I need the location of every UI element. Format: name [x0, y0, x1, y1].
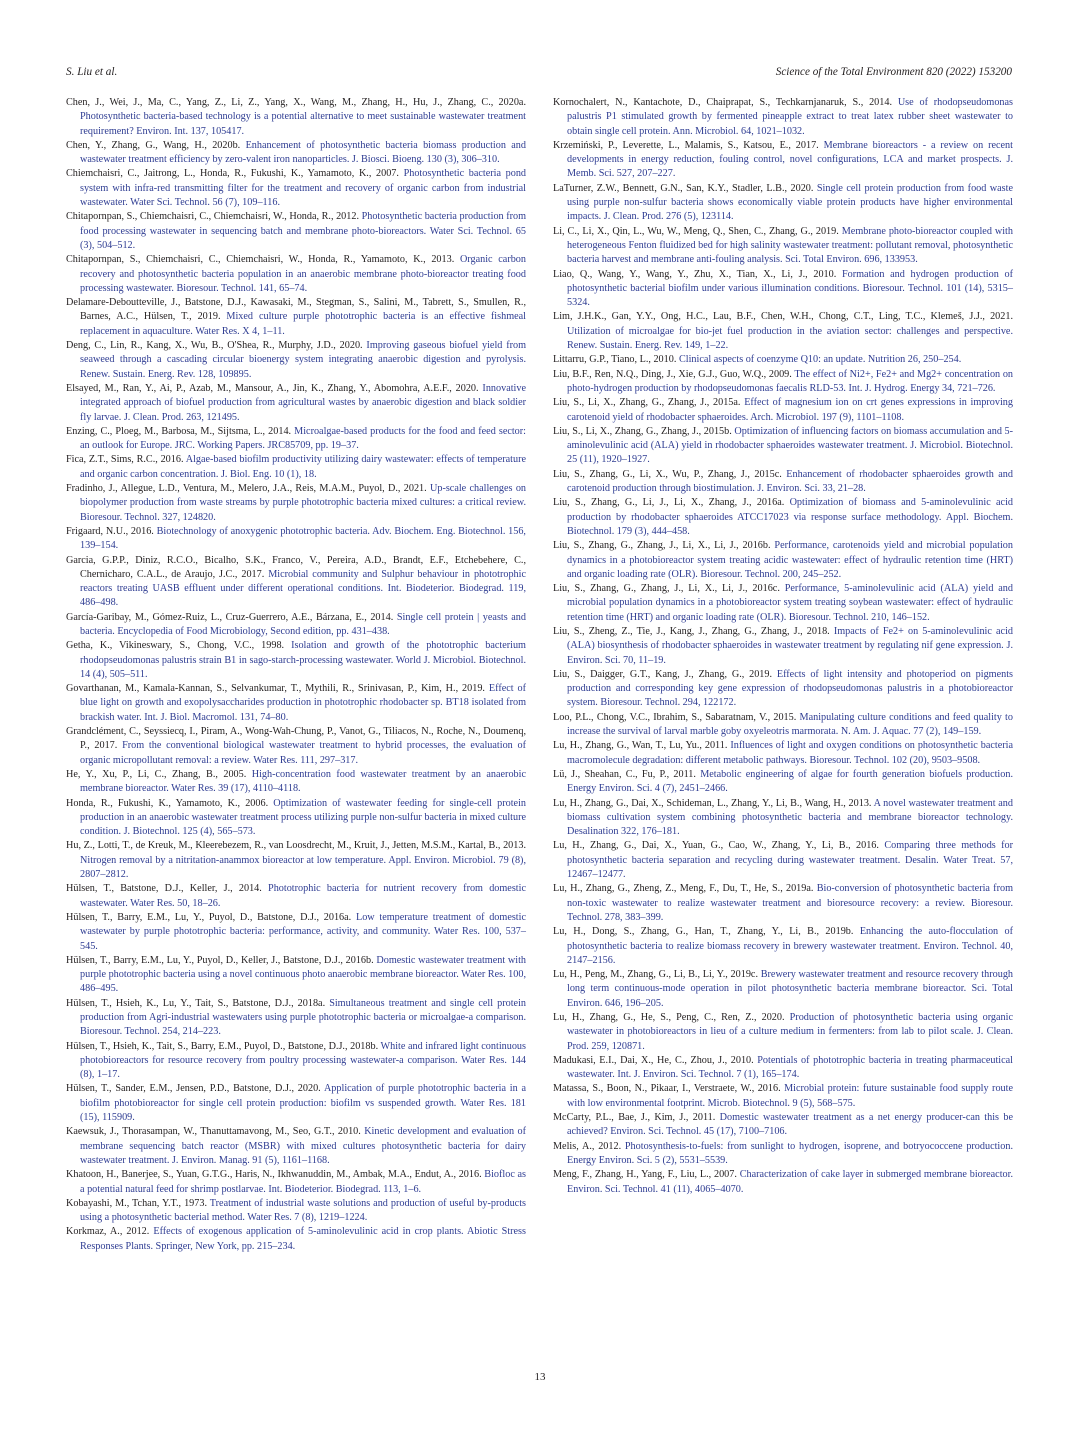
reference-authors: Hülsen, T., Barry, E.M., Lu, Y., Puyol, D., Batstone, D.J., 2016a.: [66, 911, 356, 923]
reference-entry: [66, 954, 526, 997]
reference-link[interactable]: Treatment of industrial waste solutions and production of useful by-products using a photosynthetic bacterial method. Water Res. 7 (8), 1219–1224.: [80, 1197, 526, 1224]
reference-link[interactable]: Kinetic development and evaluation of membrane sequencing batch reactor (MSBR) with mixed cultures photosynthetic bacteria for dairy wastewater treatment. J. Environ. Manag. 91 (5), 1161–1168.: [80, 1126, 527, 1166]
reference-entry: [66, 339, 526, 382]
reference-authors: Liu, B.F., Ren, N.Q., Ding, J., Xie, G.J., Guo, W.Q., 2009.: [553, 368, 795, 380]
reference-entry: [553, 310, 1013, 353]
reference-entry: [66, 525, 526, 554]
reference-link[interactable]: Domestic wastewater treatment as a net energy producer-can this be achieved? Environ. Sci. Technol. 45 (17), 7100–7106.: [567, 1112, 1013, 1138]
reference-authors: Liu, S., Zheng, Z., Tie, J., Kang, J., Zhang, G., Zhang, J., 2018.: [553, 625, 834, 637]
reference-link[interactable]: Metabolic engineering of algae for fourth generation biofuels production. Energy Environ. Sci. 4 (7), 2451–2466.: [567, 768, 1013, 795]
reference-entry: [66, 482, 526, 525]
reference-authors: Liu, S., Zhang, G., Li, X., Wu, P., Zhang, J., 2015c.: [553, 468, 787, 480]
reference-authors: Kobayashi, M., Tchan, Y.T., 1973.: [66, 1197, 210, 1209]
reference-entry: [553, 711, 1013, 740]
reference-link[interactable]: Low temperature treatment of domestic wastewater by purple phototrophic bacteria: performance, activity, and community. Water Res. 100, 537–545.: [80, 911, 526, 952]
reference-link[interactable]: Production of photosynthetic bacteria using organic wastewater in photobioreactors in lieu of a culture medium in fermenters: from lab to pilot scale. J. Clean. Prod. 259, 120871.: [567, 1012, 1013, 1052]
reference-authors: Lu, H., Zhang, G., Dai, X., Yuan, G., Cao, W., Zhang, Y., Li, B., 2016.: [553, 840, 885, 852]
reference-link[interactable]: Enhancement of rhodobacter sphaeroides growth and carotenoid production through biostimulation. J. Environ. Sci. 33, 21–28.: [567, 468, 1013, 495]
reference-entry: [553, 225, 1013, 268]
running-header: [66, 66, 1012, 82]
reference-entry: [66, 1082, 526, 1125]
reference-authors: Chiemchaisri, C., Jaitrong, L., Honda, R., Fukushi, K., Yamamoto, K., 2007.: [66, 168, 404, 180]
reference-link[interactable]: Microbial protein: future sustainable food supply route with low environmental footprint. Microb. Biotechnol. 9 (5), 568–575.: [567, 1083, 1013, 1109]
reference-entry: [553, 1168, 1013, 1197]
reference-link[interactable]: Bio-conversion of photosynthetic bacteria from non-toxic wastewater to realize wastewater treatment and bioresource recovery: a review. Bioresour. Technol. 278, 383–399.: [567, 883, 1013, 923]
reference-link[interactable]: Algae-based biofilm productivity utilizing dairy wastewater: effects of temperature and organic carbon concentration. J. Biol. Eng. 10 (1), 18.: [80, 454, 527, 480]
reference-link[interactable]: Domestic wastewater treatment with purple phototrophic bacteria using a novel continuous photo anaerobic membrane bioreactor. Water Res. 100, 486–495.: [80, 954, 526, 995]
reference-authors: Lu, H., Zhang, G., Zheng, Z., Meng, F., Du, T., He, S., 2019a.: [553, 883, 817, 895]
reference-entry: [66, 611, 526, 640]
reference-authors: Hülsen, T., Barry, E.M., Lu, Y., Puyol, D., Keller, J., Batstone, D.J., 2016b.: [66, 954, 377, 966]
reference-link[interactable]: Mixed culture purple phototrophic bacteria is an effective fishmeal replacement in aquaculture. Water Res. X 4, 1–11.: [80, 311, 526, 337]
reference-authors: Liao, Q., Wang, Y., Wang, Y., Zhu, X., Tian, X., Li, J., 2010.: [553, 268, 842, 280]
reference-entry: [66, 1125, 526, 1168]
reference-link[interactable]: Microalgae-based products for the food and feed sector: an outlook for Europe. JRC. Working Papers. JRC85709, pp. 19–37.: [80, 425, 527, 452]
reference-entry: [553, 1111, 1013, 1140]
reference-entry: [553, 882, 1013, 925]
reference-link[interactable]: Optimization of influencing factors on biomass accumulation and 5-aminolevulinic acid (ALA) yield in rhodobacter sphaeroides wastewater treatment. J. Microbiol. Biotechnol. 25 (11), 1920–1927.: [567, 425, 1013, 466]
reference-authors: Honda, R., Fukushi, K., Yamamoto, K., 2006.: [66, 797, 274, 809]
reference-link[interactable]: Optimization of wastewater feeding for single-cell protein production in an anaerobic wastewater treatment process utilizing purple non-sulfur bacteria in mixed culture condition. J. Biotechnol. 125 (4), 565–573.: [80, 797, 526, 838]
reference-link[interactable]: Optimization of biomass and 5-aminolevulinic acid production by rhodobacter sphaeroides ATCC17023 via response surface methodology. Appl. Biochem. Biotechnol. 179 (3), 444–458.: [567, 497, 1013, 537]
reference-link[interactable]: Simultaneous treatment and single cell protein production from Agri-industrial wastewaters using purple phototrophic bacteria or microalgae-a comparison. Bioresour. Technol. 254, 214–223.: [80, 997, 526, 1038]
reference-entry: [553, 797, 1013, 840]
reference-link[interactable]: Biofloc as a potential natural feed for shrimp postlarvae. Int. Biodeterior. Biodegrad. 113, 1–6.: [80, 1169, 526, 1195]
reference-link[interactable]: Characterization of cake layer in submerged membrane bioreactor. Environ. Sci. Technol. 41 (11), 4065–4070.: [567, 1169, 1014, 1195]
reference-entry: [66, 210, 526, 253]
reference-authors: Hu, Z., Lotti, T., de Kreuk, M., Kleerebezem, R., van Loosdrecht, M., Kruit, J., Jetten, M.S.M., Kartal, B., 2013.: [66, 840, 526, 852]
reference-authors: McCarty, P.L., Bae, J., Kim, J., 2011.: [553, 1112, 720, 1124]
reference-entry: [66, 997, 526, 1040]
reference-link[interactable]: Isolation and growth of the phototrophic bacterium rhodopseudomonas palustris strain B1 in sago-starch-processing wastewater. World J. Microbiol. Biotechnol. 14 (4), 505–511.: [80, 640, 526, 680]
reference-authors: Chen, Y., Zhang, G., Wang, H., 2020b.: [66, 139, 246, 151]
reference-link[interactable]: Photosynthetic bacteria-based technology is a potential alternative to meet sustainable wastewater treatment requirement? Environ. Int. 137, 105417.: [80, 111, 526, 137]
reference-entry: [553, 396, 1013, 425]
reference-link[interactable]: Nitrogen removal by a nitritation-anammox bioreactor at low temperature. Appl. Environ. Microbiol. 79 (8), 2807–2812.: [80, 854, 526, 881]
header-journal: Science of the Total Environment 820 (2022) 153200: [775, 66, 1012, 78]
reference-entry: [66, 96, 526, 139]
reference-entry: [553, 1140, 1013, 1169]
reference-link[interactable]: Biotechnology of anoxygenic phototrophic bacteria. Adv. Biochem. Eng. Biotechnol. 156, 139–154.: [80, 525, 526, 552]
reference-authors: Grandclément, C., Seyssiecq, I., Piram, A., Wong-Wah-Chung, P., Vanot, G., Tiliacos, N., Roche, N., Doumenq, P., 2017.: [66, 726, 526, 752]
reference-authors: Meng, F., Zhang, H., Yang, F., Liu, L., 2007.: [553, 1169, 740, 1181]
reference-link[interactable]: Effects of exogenous application of 5-aminolevulinic acid in crop plants. Abiotic Stress Responses Plants. Springer, New York, pp. 215–234.: [80, 1226, 526, 1252]
reference-entry: [553, 968, 1013, 1011]
reference-authors: Deng, C., Lin, R., Kang, X., Wu, B., O'Shea, R., Murphy, J.D., 2020.: [66, 340, 367, 352]
reference-entry: [66, 1168, 526, 1197]
reference-entry: [66, 639, 526, 682]
reference-authors: Chen, J., Wei, J., Ma, C., Yang, Z., Li, Z., Yang, X., Wang, M., Zhang, H., Hu, J., Zhang, C., 2020a.: [66, 97, 526, 108]
reference-entry: [553, 96, 1013, 139]
reference-link[interactable]: A novel wastewater treatment and biomass cultivation system combining photosynthetic bacteria and membrane bioreactor technology. Desalination 322, 176–181.: [567, 797, 1013, 838]
reference-link[interactable]: Enhancement of photosynthetic bacteria biomass production and wastewater treatment efficiency by zero-valent iron nanoparticles. J. Biosci. Bioeng. 130 (3), 306–310.: [80, 139, 526, 166]
reference-authors: Melis, A., 2012.: [553, 1140, 625, 1152]
reference-authors: Li, C., Li, X., Qin, L., Wu, W., Meng, Q., Shen, C., Zhang, G., 2019.: [553, 225, 842, 237]
reference-authors: Enzing, C., Ploeg, M., Barbosa, M., Sijtsma, L., 2014.: [66, 425, 295, 437]
reference-authors: Hülsen, T., Hsieh, K., Tait, S., Barry, E.M., Puyol, D., Batstone, D.J., 2018b.: [66, 1040, 381, 1052]
reference-entry: [66, 911, 526, 954]
reference-authors: Littarru, G.P., Tiano, L., 2010.: [553, 354, 679, 366]
reference-entry: [553, 182, 1013, 225]
reference-entry: [66, 167, 526, 210]
reference-authors: Lu, H., Zhang, G., He, S., Peng, C., Ren, Z., 2020.: [553, 1012, 790, 1023]
reference-link[interactable]: Application of purple phototrophic bacteria in a biofilm photobioreactor for single cell protein production: biofilm vs suspended growth. Water Res. 181 (15), 115909.: [80, 1083, 526, 1124]
reference-entry: [66, 453, 526, 482]
reference-authors: Chitapornpan, S., Chiemchaisri, C., Chiemchaisri, W., Honda, R., Yamamoto, K., 2013.: [66, 254, 460, 266]
reference-authors: Madukasi, E.I., Dai, X., He, C., Zhou, J., 2010.: [553, 1054, 758, 1066]
reference-link[interactable]: Photosynthetic bacteria production from food processing wastewater in sequencing batch and membrane photo-bioreactors. Water Sci. Technol. 65 (3), 504–512.: [80, 211, 527, 251]
reference-entry: [66, 425, 526, 454]
reference-authors: Fica, Z.T., Sims, R.C., 2016.: [66, 454, 186, 466]
reference-authors: Liu, S., Zhang, G., Li, J., Li, X., Zhang, J., 2016a.: [553, 497, 790, 509]
reference-entry: [553, 739, 1013, 768]
reference-entry: [553, 539, 1013, 582]
reference-authors: Liu, S., Li, X., Zhang, G., Zhang, J., 2015a.: [553, 397, 745, 409]
reference-link[interactable]: Potentials of phototrophic bacteria in treating pharmaceutical wastewater. Int. J. Environ. Sci. Technol. 7 (1), 165–174.: [567, 1054, 1013, 1081]
reference-authors: Matassa, S., Boon, N., Pikaar, I., Verstraete, W., 2016.: [553, 1083, 785, 1095]
reference-link[interactable]: White and infrared light continuous photobioreactors for resource recovery from poultry processing wastewater-a comparison. Water Res. 144 (8), 1–17.: [80, 1040, 526, 1081]
reference-entry: [66, 1040, 526, 1083]
reference-authors: Hülsen, T., Hsieh, K., Lu, Y., Tait, S., Batstone, D.J., 2018a.: [66, 997, 330, 1009]
reference-column-right: [553, 96, 1013, 1197]
reference-authors: Lu, H., Peng, M., Zhang, G., Li, B., Li, Y., 2019c.: [553, 969, 761, 981]
reference-link[interactable]: Organic carbon recovery and photosynthetic bacteria population in an anaerobic membrane photo-bioreactor treating food processing wastewater. Bioresour. Technol. 141, 65–74.: [80, 254, 526, 294]
reference-link[interactable]: Utilization of microalgae for bio-jet fuel production in the aviation sector: challenges and perspective. Renew. Sustain. Energ. Rev. 149, 1–22.: [567, 325, 1013, 352]
reference-authors: Hülsen, T., Sander, E.M., Jensen, P.D., Batstone, D.J., 2020.: [66, 1083, 324, 1095]
reference-authors: Korkmaz, A., 2012.: [66, 1226, 154, 1238]
reference-authors: Lim, J.H.K., Gan, Y.Y., Ong, H.C., Lau, B.F., Chen, W.H., Chong, C.T., Ling, T.C., Klemeš, J.J., 2021.: [553, 311, 1013, 323]
reference-link[interactable]: Enhancing the auto-flocculation of photosynthetic bacteria to realize biomass recovery in brewery wastewater treatment. Environ. Technol. 40, 2147–2156.: [567, 926, 1014, 966]
reference-entry: [553, 1082, 1013, 1111]
reference-entry: [66, 839, 526, 882]
reference-link[interactable]: Membrane photo-bioreactor coupled with heterogeneous Fenton fluidized bed for high salinity wastewater treatment: pollutant removal, photosynthetic bacteria harvest and membrane anti-fouling analysis. Sci. Total Environ. 696, 133953.: [567, 225, 1013, 266]
reference-link[interactable]: Membrane bioreactors - a review on recent developments in energy reduction, fouling control, novel configurations, LCA and market prospects. J. Memb. Sci. 527, 207–227.: [567, 139, 1013, 180]
reference-authors: Liu, S., Li, X., Zhang, G., Zhang, J., 2015b.: [553, 425, 735, 437]
reference-link[interactable]: Brewery wastewater treatment and resource recovery through long term continuous-mode operation in pilot photosynthetic bacteria membrane bioreactor. Sci. Total Environ. 646, 196–205.: [567, 969, 1014, 1009]
reference-entry: [66, 797, 526, 840]
reference-link[interactable]: Single cell protein | yeasts and bacteria. Encyclopedia of Food Microbiology, Second edition, pp. 431–438.: [80, 611, 526, 637]
reference-entry: [553, 268, 1013, 311]
reference-authors: Fradinho, J., Allegue, L.D., Ventura, M., Melero, J.A., Reis, M.A.M., Puyol, D., 2021.: [66, 483, 430, 495]
reference-link[interactable]: Comparing three methods for photosynthetic bacteria separation and recycling during wastewater treatment. Desalin. Water Treat. 57, 12467–12477.: [567, 840, 1013, 881]
reference-link[interactable]: Photosynthesis-to-fuels: from sunlight to hydrogen, isoprene, and botryococcene production. Energy Environ. Sci. 5 (2), 5531–5539.: [567, 1140, 1014, 1166]
reference-authors: Liu, S., Zhang, G., Zhang, J., Li, X., Li, J., 2016b.: [553, 540, 775, 552]
reference-entry: [66, 1225, 526, 1254]
reference-link[interactable]: Microbial community and Sulphur behaviour in phototrophic reactors treating UASB effluent under different operational conditions. Int. Biodeterior. Biodegrad. 119, 486–498.: [80, 568, 526, 609]
reference-entry: [553, 625, 1013, 668]
reference-link[interactable]: From the conventional biological wastewater treatment to hybrid processes, the evaluation of organic micropollutant removal: a review. Water Res. 111, 297–317.: [80, 740, 526, 766]
reference-link[interactable]: Improving gaseous biofuel yield from seaweed through a cascading circular bioenergy system integrating anaerobic digestion and pyrolysis. Renew. Sustain. Energ. Rev. 128, 109895.: [80, 340, 527, 380]
reference-link[interactable]: The effect of Ni2+, Fe2+ and Mg2+ concentration on photo-hydrogen production by rhodopseudomonas faecalis RLD-53. Int. J. Hydrog. Energy 34, 721–726.: [567, 368, 1014, 394]
reference-entry: [553, 668, 1013, 711]
reference-authors: Chitapornpan, S., Chiemchaisri, C., Chiemchaisri, W., Honda, R., 2012.: [66, 211, 362, 223]
reference-entry: [553, 925, 1013, 968]
reference-entry: [553, 368, 1013, 397]
reference-authors: He, Y., Xu, P., Li, C., Zhang, B., 2005.: [66, 768, 252, 780]
reference-entry: [66, 554, 526, 611]
reference-authors: Kornochalert, N., Kantachote, D., Chaiprapat, S., Techkarnjanaruk, S., 2014.: [553, 97, 898, 108]
reference-entry: [553, 139, 1013, 182]
reference-link[interactable]: High-concentration food wastewater treatment by an anaerobic membrane bioreactor. Water Res. 39 (17), 4110–4118.: [80, 768, 526, 795]
reference-link[interactable]: Phototrophic bacteria for nutrient recovery from domestic wastewater. Water Res. 50, 18–26.: [80, 883, 526, 909]
reference-authors: García-Garibay, M., Gómez-Ruiz, L., Cruz-Guerrero, A.E., Bárzana, E., 2014.: [66, 611, 397, 623]
reference-entry: [553, 582, 1013, 625]
reference-entry: [553, 839, 1013, 882]
reference-authors: Govarthanan, M., Kamala-Kannan, S., Selvankumar, T., Mythili, R., Srinivasan, P., Kim, H., 2019.: [66, 683, 489, 695]
reference-entry: [66, 882, 526, 911]
reference-link[interactable]: Effects of light intensity and photoperiod on pigments production and corresponding key gene expression of rhodopseudomonas palustris in a photobioreactor system. Bioresour. Technol. 294, 122172.: [567, 668, 1013, 709]
reference-link[interactable]: Influences of light and oxygen conditions on photosynthetic bacteria macromolecule degradation: different metabolic pathways. Bioresour. Technol. 102 (20), 9503–9508.: [567, 740, 1013, 766]
reference-entry: [66, 139, 526, 168]
reference-authors: Lü, J., Sheahan, C., Fu, P., 2011.: [553, 768, 701, 780]
reference-link[interactable]: Performance, 5-aminolevulinic acid (ALA) yield and microbial population dynamics in a photobioreactor system treating soybean wastewater: effect of hydraulic retention time (HRT) and organic loading rate (OLR). Bioresour. Technol. 210, 146–152.: [567, 583, 1013, 623]
reference-authors: Delamare-Deboutteville, J., Batstone, D.J., Kawasaki, M., Stegman, S., Salini, M., Tabrett, S., Smullen, R., Barnes, A.C., Hülsen, T., 2019.: [66, 297, 526, 323]
reference-authors: Liu, S., Daigger, G.T., Kang, J., Zhang, G., 2019.: [553, 668, 777, 680]
reference-link[interactable]: Single cell protein production from food waste using purple non-sulfur bacteria shows economically viable protein products have higher environmental impacts. J. Clean. Prod. 276 (5), 123114.: [567, 182, 1014, 223]
reference-authors: Kaewsuk, J., Thorasampan, W., Thanuttamavong, M., Seo, G.T., 2010.: [66, 1126, 365, 1138]
reference-authors: Lu, H., Zhang, G., Wan, T., Lu, Yu., 2011.: [553, 740, 731, 752]
reference-entry: [553, 768, 1013, 797]
reference-authors: Krzemiński, P., Leverette, L., Malamis, S., Katsou, E., 2017.: [553, 139, 824, 151]
reference-link[interactable]: Manipulating culture conditions and feed quality to increase the survival of larval marble goby oxyeleotris marmorata. N. Am. J. Aquac. 77 (2), 149–159.: [567, 711, 1013, 738]
reference-authors: Getha, K., Vikineswary, S., Chong, V.C., 1998.: [66, 640, 292, 652]
reference-authors: Elsayed, M., Ran, Y., Ai, P., Azab, M., Mansour, A., Jin, K., Zhang, Y., Abomohra, A.E.F., 2020.: [66, 382, 483, 394]
reference-column-left: [66, 96, 526, 1254]
reference-entry: [553, 425, 1013, 468]
reference-authors: Frigaard, N.U., 2016.: [66, 525, 157, 537]
reference-link[interactable]: Up-scale challenges on biopolymer production from waste streams by purple phototrophic bacteria mixed cultures: a critical review. Bioresour. Technol. 327, 124820.: [80, 483, 527, 523]
reference-entry: [66, 725, 526, 768]
reference-link[interactable]: Effect of blue light on growth and exopolysaccharides production in phototrophic rhodobacter sp. BT18 isolated from brackish water. Int. J. Biol. Macromol. 131, 74–80.: [80, 683, 526, 723]
reference-entry: [553, 1011, 1013, 1054]
reference-authors: Hülsen, T., Batstone, D.J., Keller, J., 2014.: [66, 883, 269, 895]
reference-link[interactable]: Clinical aspects of coenzyme Q10: an update. Nutrition 26, 250–254.: [678, 354, 962, 366]
reference-authors: Liu, S., Zhang, G., Zhang, J., Li, X., Li, J., 2016c.: [553, 583, 785, 595]
reference-entry: [66, 1197, 526, 1226]
reference-link[interactable]: Photosynthetic bacteria pond system with infra-red transmitting filter for the treatment and recovery of organic carbon from industrial wastewater. Water Sci. Technol. 56 (7), 109–116.: [80, 168, 527, 209]
reference-entry: [66, 253, 526, 296]
reference-authors: Khatoon, H., Banerjee, S., Yuan, G.T.G., Haris, N., Ikhwanuddin, M., Ambak, M.A., Endut, A., 2016.: [66, 1169, 485, 1181]
reference-authors: Lu, H., Dong, S., Zhang, G., Han, T., Zhang, Y., Li, B., 2019b.: [553, 926, 860, 938]
reference-link[interactable]: Effect of magnesium ion on crt genes expressions in improving carotenoid yield of rhodobacter sphaeroides. Arch. Microbiol. 197 (9), 1101–1108.: [567, 397, 1013, 423]
page-number: 13: [534, 1371, 546, 1383]
reference-entry: [66, 382, 526, 425]
reference-link[interactable]: Impacts of Fe2+ on 5-aminolevulinic acid (ALA) biosynthesis of rhodobacter sphaeroides in wastewater treatment by regulating nif gene expression. J. Environ. Sci. 70, 11–19.: [567, 625, 1013, 666]
reference-entry: [66, 296, 526, 339]
reference-link[interactable]: Use of rhodopseudomonas palustris P1 stimulated growth by fermented pineapple extract to treat latex rubber sheet wastewater to obtain single cell protein. Ann. Microbiol. 64, 1021–1032.: [567, 97, 1013, 137]
reference-link[interactable]: Performance, carotenoids yield and microbial population dynamics in a photobioreactor system treating acidic wastewater: effect of hydraulic retention time (HRT) and organic loading rate (OLR). Bioresour. Technol. 200, 245–252.: [567, 540, 1013, 580]
reference-authors: Garcia, G.P.P., Diniz, R.C.O., Bicalho, S.K., Franco, V., Pereira, A.D., Brandt, E.F., Etchebehere, C., Chernicharo, C.A.L., de Araujo, J.C., 2017.: [66, 554, 526, 580]
reference-link[interactable]: Innovative integrated approach of biofuel production from agricultural wastes by anaerobic digestion and black soldier fly larvae. J. Clean. Prod. 263, 121495.: [80, 382, 526, 423]
reference-authors: LaTurner, Z.W., Bennett, G.N., San, K.Y., Stadler, L.B., 2020.: [553, 182, 817, 194]
reference-authors: Loo, P.L., Chong, V.C., Ibrahim, S., Sabaratnam, V., 2015.: [553, 711, 800, 723]
header-authors: S. Liu et al.: [66, 66, 118, 78]
reference-entry: [66, 682, 526, 725]
reference-entry: [553, 496, 1013, 539]
reference-entry: [553, 353, 1013, 367]
reference-link[interactable]: Formation and hydrogen production of photosynthetic bacterial biofilm under various illumination conditions. Bioresour. Technol. 101 (14), 5315–5324.: [567, 268, 1013, 309]
reference-entry: [553, 468, 1013, 497]
reference-entry: [553, 1054, 1013, 1083]
reference-entry: [66, 768, 526, 797]
reference-authors: Lu, H., Zhang, G., Dai, X., Schideman, L., Zhang, Y., Li, B., Wang, H., 2013.: [553, 797, 874, 809]
